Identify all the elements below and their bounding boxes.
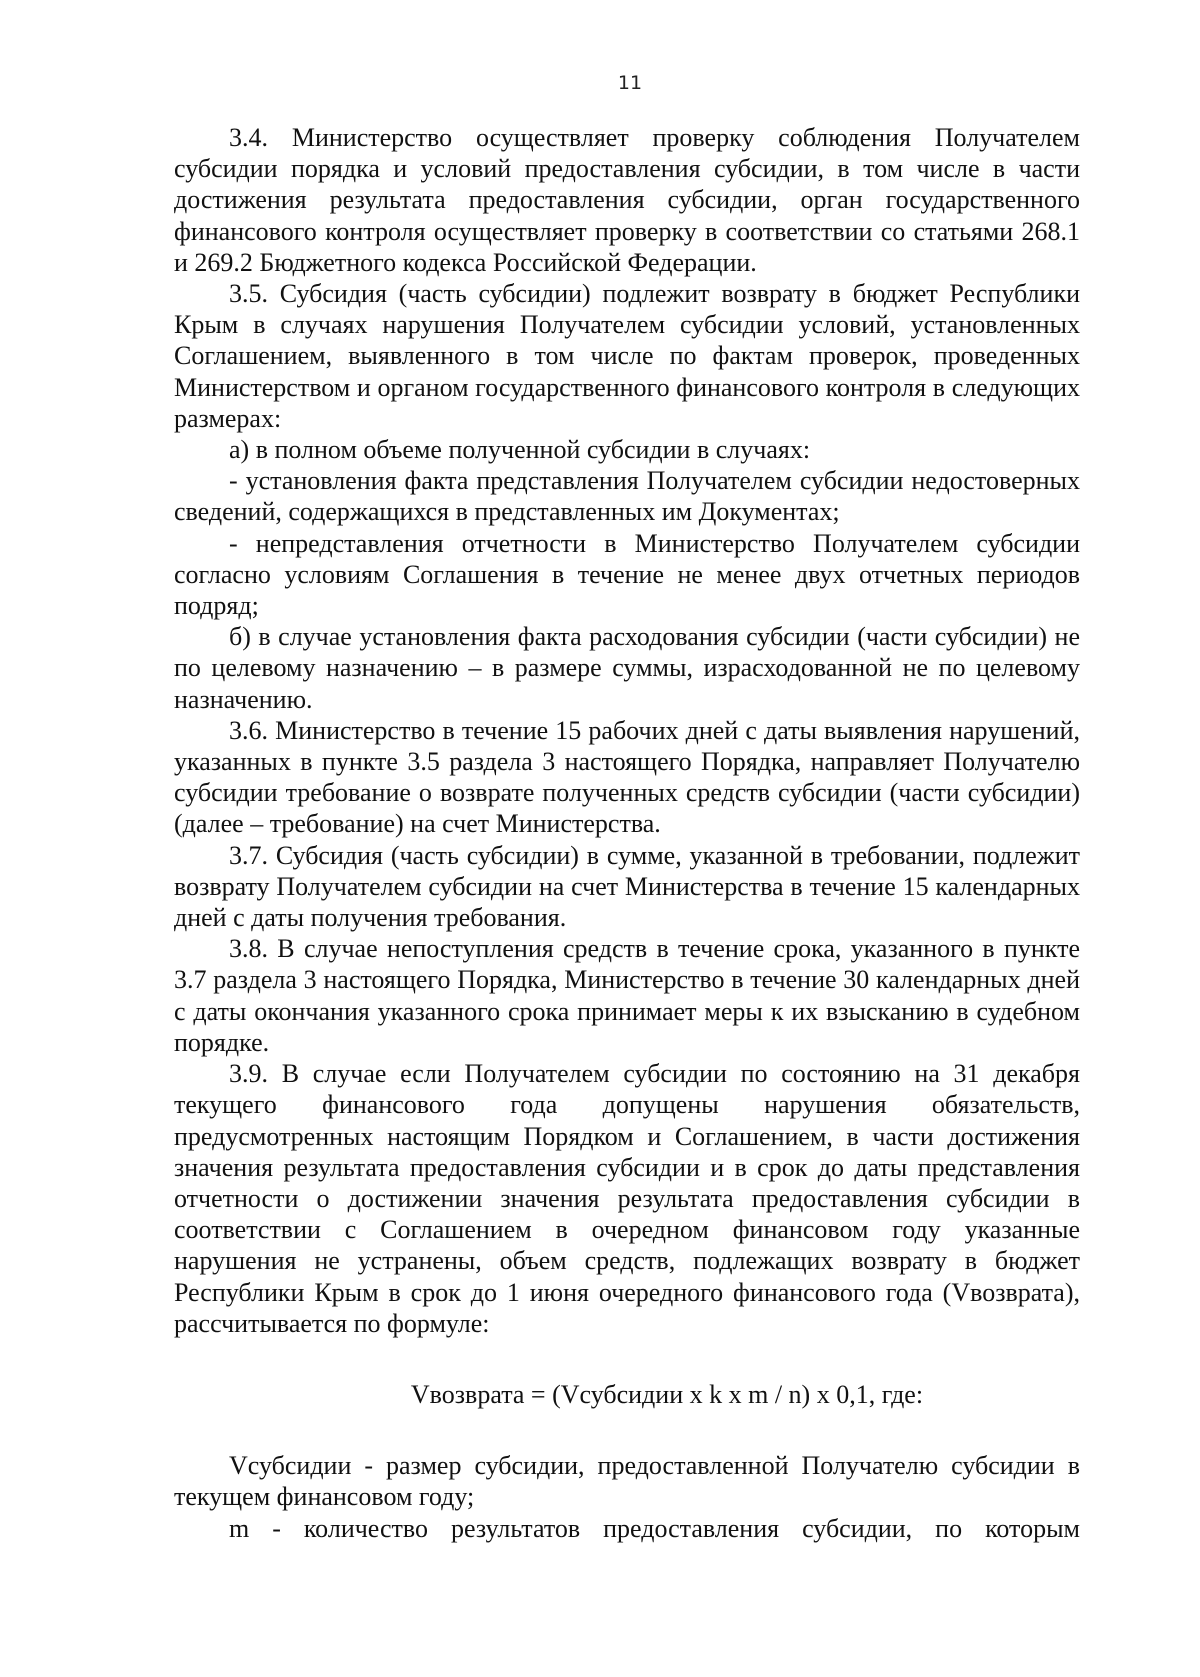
- paragraph-3-7: 3.7. Субсидия (часть субсидии) в сумме, указанной в требовании, подлежит возврату Получателем субсидии на счет Министерства в течение 15 календарных дней с даты получения требования.: [174, 840, 1080, 933]
- paragraph-3-5-a-item-2: - непредставления отчетности в Министерство Получателем субсидии согласно условиям Соглашения в течение не менее двух отчетных периодов подряд;: [174, 528, 1080, 621]
- paragraph-3-4: 3.4. Министерство осуществляет проверку соблюдения Получателем субсидии порядка и условий предоставления субсидии, в том числе в части достижения результата предоставления субсидии, орган государственного финансового контроля осуществляет проверку в соответствии со статьями 268.1 и 269.2 Бюджетного кодекса Российской Федерации.: [174, 123, 1080, 277]
- page-number: 11: [617, 72, 643, 94]
- definition-v-subsidy: Vсубсидии - размер субсидии, предоставленной Получателю субсидии в текущем финансовом году;: [174, 1451, 1080, 1512]
- paragraph-3-5-a: а) в полном объеме полученной субсидии в случаях:: [229, 435, 811, 465]
- paragraph-3-5-b: б) в случае установления факта расходования субсидии (части субсидии) не по целевому назначению – в размере суммы, израсходованной не по целевому назначению.: [174, 622, 1080, 714]
- paragraph-3-5-a-item-1: - установления факта представления Получателем субсидии недостоверных сведений, содержащихся в представленных им Документах;: [174, 466, 1080, 527]
- document-body: [174, 122, 1080, 1544]
- paragraph-3-8: 3.8. В случае непоступления средств в течение срока, указанного в пункте 3.7 раздела 3 настоящего Порядка, Министерство в течение 30 календарных дней с даты окончания указанного срока принимает меры к их взысканию в судебном порядке.: [174, 934, 1080, 1057]
- paragraph-3-5: 3.5. Субсидия (часть субсидии) подлежит возврату в бюджет Республики Крым в случаях нарушения Получателем субсидии условий, установленных Соглашением, выявленного в том числе по фактам проверок, проведенных Министерством и органом государственного финансового контроля в следующих размерах:: [174, 279, 1080, 433]
- paragraph-3-9: 3.9. В случае если Получателем субсидии по состоянию на 31 декабря текущего финансового года допущены нарушения обязательств, предусмотренных настоящим Порядком и Соглашением, в части достижения значения результата предоставления субсидии и в срок до даты представления отчетности о достижении значения результата предоставления субсидии в соответствии с Соглашением в очередном финансовом году указанные нарушения не устранены, объем средств, подлежащих возврату в бюджет Республики Крым в срок до 1 июня очередного финансового года (Vвозврата), рассчитывается по формуле:: [174, 1059, 1080, 1338]
- paragraph-3-6: 3.6. Министерство в течение 15 рабочих дней с даты выявления нарушений, указанных в пункте 3.5 раздела 3 настоящего Порядка, направляет Получателю субсидии требование о возврате полученных средств субсидии (части субсидии) (далее – требование) на счет Министерства.: [174, 715, 1080, 839]
- return-formula: Vвозврата = (Vсубсидии x k x m / n) x 0,1, где:: [410, 1379, 924, 1409]
- definition-m: m - количество результатов предоставления субсидии, по которым: [229, 1513, 1080, 1543]
